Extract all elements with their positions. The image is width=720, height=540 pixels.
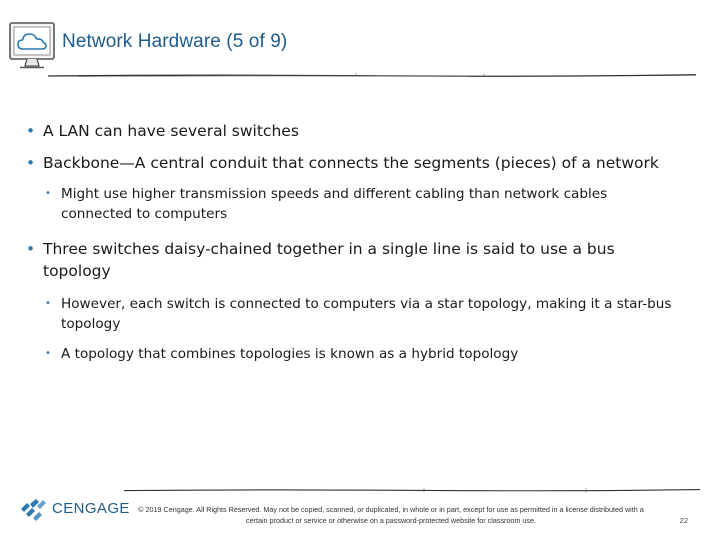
sub-bullet-item — [26, 294, 676, 334]
bullet-marker: • — [26, 154, 36, 172]
bullet-item — [26, 238, 676, 282]
sub-bullet-marker: • — [45, 188, 51, 199]
sub-bullet-marker: • — [45, 298, 51, 309]
bullet-text: Backbone—A central conduit that connects the segments (pieces) of a network — [43, 154, 659, 172]
title-divider — [48, 71, 696, 79]
cengage-logo-text: CENGAGE — [52, 500, 130, 517]
cengage-logo-icon — [18, 496, 48, 522]
sub-bullet-marker: • — [45, 348, 51, 359]
bullet-list — [26, 120, 676, 364]
sub-bullet-item — [26, 344, 676, 364]
bullet-item — [26, 120, 676, 142]
bullet-marker: • — [26, 122, 36, 140]
bullet-text: Three switches daisy-chained together in a single line is said to use a bus topology — [43, 240, 615, 280]
bullet-text: A LAN can have several switches — [43, 122, 299, 140]
copyright-notice: © 2019 Cengage. All Rights Reserved. May not be copied, scanned, or duplicated, in whole or in part, except for use as permitted in a license distributed with a certain product or service or otherwise on a password-protected website for classroom use. — [138, 505, 644, 525]
sub-bullet-text: A topology that combines topologies is known as a hybrid topology — [61, 346, 519, 362]
sub-bullet-item — [26, 184, 676, 224]
cloud-monitor-icon — [8, 20, 56, 70]
page-number: 22 — [679, 516, 688, 525]
bullet-marker: • — [26, 240, 36, 258]
sub-bullet-text: Might use higher transmission speeds and different cabling than network cables connected to computers — [61, 186, 608, 222]
footer-divider — [124, 486, 700, 494]
slide-title: Network Hardware (5 of 9) — [62, 31, 288, 52]
sub-bullet-text: However, each switch is connected to computers via a star topology, making it a star-bus topology — [61, 296, 672, 332]
bullet-item — [26, 152, 676, 174]
